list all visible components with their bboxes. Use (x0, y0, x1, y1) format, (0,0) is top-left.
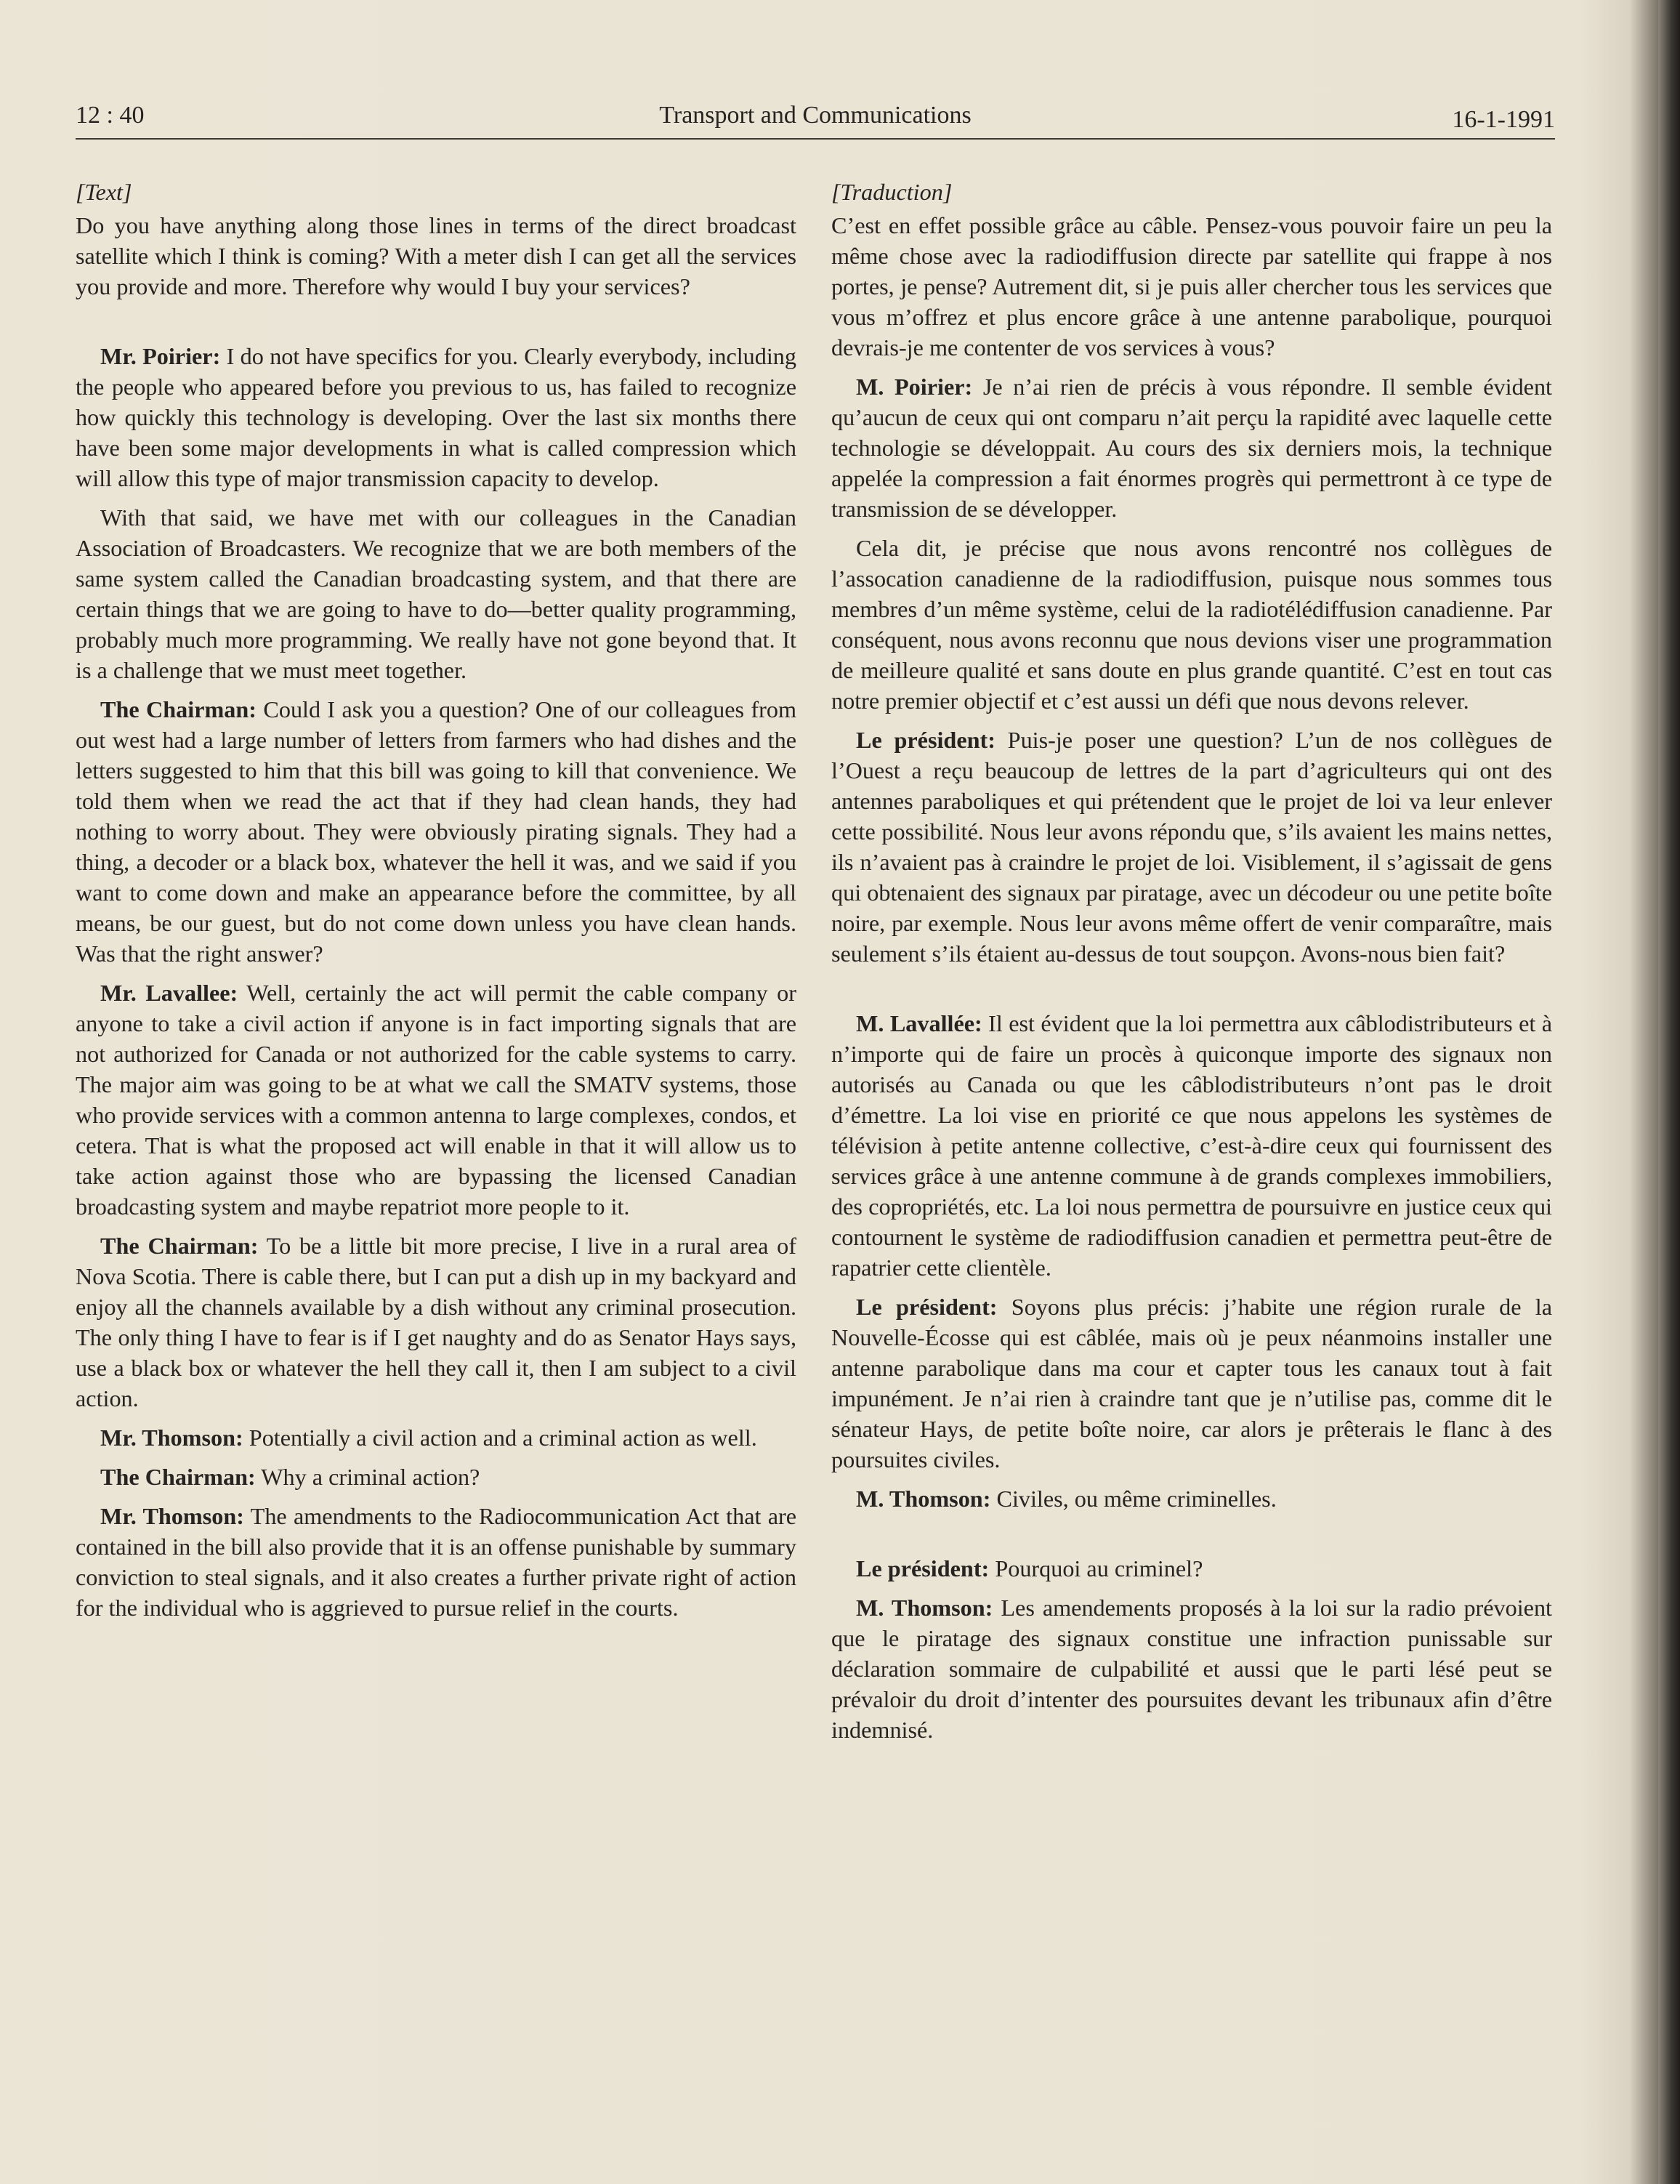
speaker-label: The Chairman: (100, 1464, 256, 1490)
traduction-marker: [Traduction] (831, 179, 953, 205)
transcript-paragraph (76, 341, 796, 493)
paragraph-text: Could I ask you a question? One of our colleagues from out west had a large number of letters from farmers who had dishes and the letters suggested to him that this bill was going to kill that convenience. We told them when we read the act that if they had clean hands, they had nothing to worry about. They were obviously pirating signals. They had a thing, a decoder or a black box, whatever the hell it was, and we said if you want to come down and make an appearance before the committee, by all means, be our guest, but do not come down unless you have clean hands. Was that the right answer? (76, 696, 796, 967)
speaker-label: Mr. Poirier: (100, 343, 221, 369)
page-header (76, 102, 1555, 140)
transcript-paragraph (831, 371, 1552, 524)
transcript-paragraph (76, 1422, 796, 1453)
intro-paragraph: C’est en effet possible grâce au câble. Pensez-vous pouvoir faire un peu la même chose avec la radiodiffusion directe par satellite qui frappe à nos portes, je pense? Autrement dit, si je puis aller chercher tous les services que vous m’offrez et plus encore grâce à une antenne parabolique, pourquoi devrais-je me contenter de vos services à vous? (831, 212, 1552, 360)
speaker-label: Mr. Thomson: (100, 1425, 243, 1451)
paragraph-text: The amendments to the Radiocommunication Act that are contained in the bill also provide that it is an offense punishable by summary conviction to steal signals, and it also creates a further private right of action for the individual who is aggrieved to pursue relief in the courts. (76, 1503, 796, 1621)
paragraph-text: Il est évident que la loi permettra aux câblodistributeurs et à n’importe qui de faire un procès à quiconque importe des signaux non autorisés au Canada ou que les câblodistributeurs n’ont pas le droit d’émettre. La loi vise en priorité ce que nous appelons les systèmes de télévision à petite antenne collective, c’est-à-dire ceux qui fournissent des services grâce à une antenne commune à de grands complexes immobiliers, des copropriétés, etc. La loi nous permettra de poursuivre en justice ceux qui contournent le système de radiodiffusion canadien et permettra peut-être de rapatrier cette clientèle. (831, 1010, 1552, 1281)
page-edge-shadow (1658, 0, 1680, 2184)
paragraph-text: Cela dit, je précise que nous avons rencontré nos collègues de l’assocation canadienne de la radiodiffusion, puisque nous sommes tous membres d’un même système, celui de la radiotélédiffusion canadienne. Par conséquent, nous avons reconnu que nous devions viser une programmation de meilleure qualité et sans doute en plus grande quantité. C’est en tout cas notre premier objectif et c’est aussi un défi que nous devons relever. (831, 535, 1552, 714)
french-column (831, 177, 1552, 1745)
page-date: 16-1-1991 (1452, 106, 1555, 133)
speaker-label: M. Poirier: (856, 374, 973, 400)
intro-paragraph: Do you have anything along those lines in terms of the direct broadcast satellite which I think is coming? With a meter dish I can get all the services you provide and more. Therefore why would I buy your services? (76, 212, 796, 299)
speaker-label: The Chairman: (100, 1233, 259, 1259)
speaker-label: Le président: (856, 1294, 998, 1320)
english-column (76, 177, 796, 1623)
speaker-label: Le président: (856, 1555, 990, 1581)
transcript-paragraph (76, 1462, 796, 1492)
text-marker: [Text] (76, 179, 132, 205)
transcript-paragraph (76, 978, 796, 1222)
page-number: 12 : 40 (76, 102, 145, 129)
transcript-paragraph (831, 1483, 1552, 1514)
transcript-paragraph (831, 1553, 1552, 1584)
paragraph-text: Soyons plus précis: j’habite une région rurale de la Nouvelle-Écosse qui est câblée, mais où je peux néanmoins installer une antenne parabolique dans ma cour et capter tous les canaux tout à fait impunément. Je n’ai rien à craindre tant que je n’utilise pas, comme dit le sénateur Hays, de petite boîte noire, car alors je prêterais le flanc à des poursuites civiles. (831, 1294, 1552, 1472)
transcript-paragraph (76, 1501, 796, 1623)
running-title: Transport and Communications (659, 102, 972, 129)
paragraph-text: Pourquoi au criminel? (989, 1555, 1203, 1581)
transcript-paragraph (76, 694, 796, 969)
transcript-paragraph (76, 502, 796, 685)
transcript-paragraph (831, 1292, 1552, 1475)
paragraph-text: Why a criminal action? (255, 1464, 480, 1490)
paragraph-text: Puis-je poser une question? L’un de nos collègues de l’Ouest a reçu beaucoup de lettres de la part d’agriculteurs qui ont des antennes paraboliques et qui prétendent que le projet de loi va leur enlever cette possibilité. Nous leur avons répondu que, s’ils avaient les mains nettes, ils n’avaient pas à craindre le projet de loi. Visiblement, il s’agissait de gens qui obtenaient des signaux par piratage, avec un décodeur ou une petite boîte noire, par exemple. Nous leur avons même offert de venir comparaître, mais seulement s’ils étaient au-dessus de tout soupçon. Avons-nous bien fait? (831, 727, 1552, 967)
transcript-paragraph (831, 1592, 1552, 1745)
transcript-paragraph (831, 725, 1552, 969)
paragraph-text: With that said, we have met with our colleagues in the Canadian Association of Broadcasters. We recognize that we are both members of the same system called the Canadian broadcasting system, and that there are certain things that we are going to have to do—better quality programming, probably much more programming. We really have not gone beyond that. It is a challenge that we must meet together. (76, 504, 796, 683)
speaker-label: M. Thomson: (856, 1486, 991, 1512)
transcript-paragraph (76, 1230, 796, 1414)
paragraph-text: Well, certainly the act will permit the cable company or anyone to take a civil action if anyone is in fact importing signals that are not authorized for Canada or not authorized for the cable systems to carry. The major aim was going to be at what we call the SMATV systems, those who provide services with a common antenna to large complexes, condos, et cetera. That is what the proposed act will enable in that it will allow us to take action against those who are bypassing the licensed Canadian broadcasting system and maybe repatriot more people to it. (76, 980, 796, 1220)
paragraph-text: I do not have specifics for you. Clearly everybody, including the people who appeared before you previous to us, has failed to recognize how quickly this technology is developing. Over the last six months there have been some major developments in what is called compression which will allow this type of major transmission capacity to develop. (76, 343, 796, 491)
speaker-label: M. Thomson: (856, 1595, 993, 1621)
paragraph-text: To be a little bit more precise, I live in a rural area of Nova Scotia. There is cable there, but I can put a dish up in my backyard and enjoy all the channels available by a dish without any criminal prosecution. The only thing I have to fear is if I get naughty and do as Senator Hays says, use a black box or whatever the hell they call it, then I am subject to a civil action. (76, 1233, 796, 1411)
transcript-paragraph (831, 533, 1552, 716)
paragraph-text: Les amendements proposés à la loi sur la radio prévoient que le piratage des signaux constitue une infraction punissable sur déclaration sommaire de culpabilité et aussi que le parti lésé peut se prévaloir du droit d’intenter des poursuites devant les tribunaux afin d’être indemnisé. (831, 1595, 1552, 1743)
paragraph-text: Potentially a civil action and a criminal action as well. (243, 1425, 757, 1451)
speaker-label: Le président: (856, 727, 996, 753)
speaker-label: M. Lavallée: (856, 1010, 982, 1036)
paragraph-text: Je n’ai rien de précis à vous répondre. Il semble évident qu’aucun de ceux qui ont comparu n’ait perçu la rapidité avec laquelle cette technologie se développait. Au cours des six derniers mois, la technique appelée la compression a fait énormes progrès qui permettront à ce type de transmission de se développer. (831, 374, 1552, 522)
speaker-label: The Chairman: (100, 696, 257, 722)
paragraph-text: Civiles, ou même criminelles. (990, 1486, 1277, 1512)
speaker-label: Mr. Thomson: (100, 1503, 244, 1529)
speaker-label: Mr. Lavallee: (100, 980, 238, 1006)
transcript-paragraph (831, 1008, 1552, 1283)
